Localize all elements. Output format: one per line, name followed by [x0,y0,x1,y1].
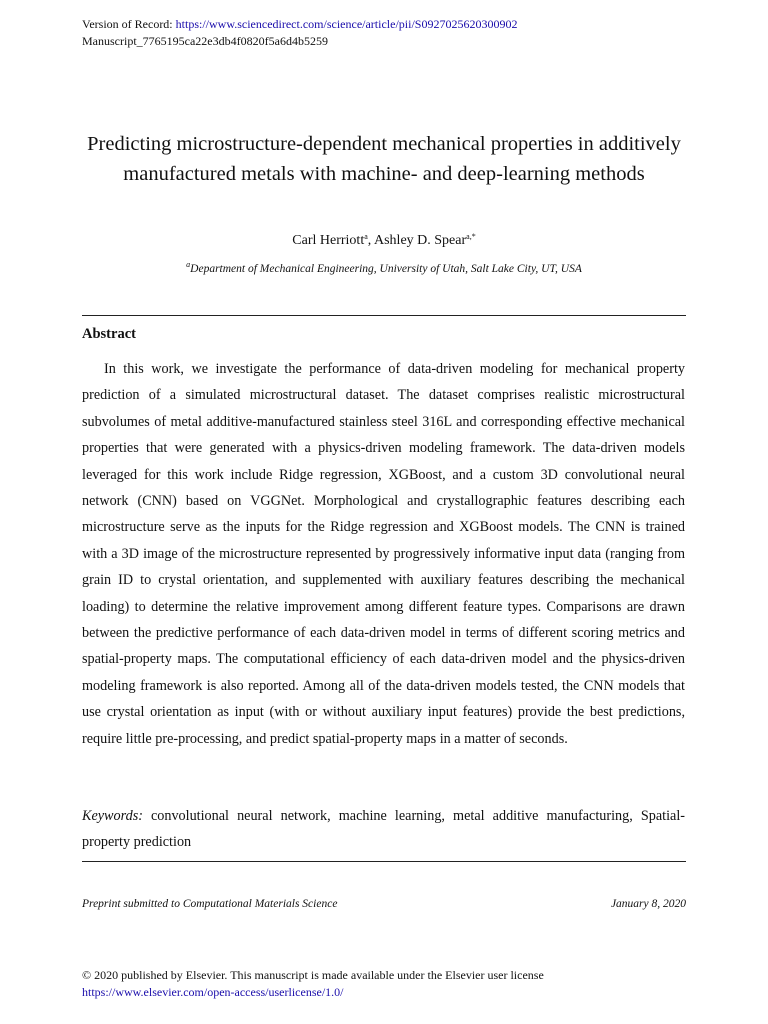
manuscript-id: Manuscript_7765195ca22e3db4f0820f5a6d4b5259 [82,34,328,48]
version-label: Version of Record: [82,17,173,31]
license-link[interactable]: https://www.elsevier.com/open-access/userlicense/1.0/ [82,985,344,999]
author-affiliation-mark: a,* [466,232,476,241]
affiliation-text: Department of Mechanical Engineering, University of Utah, Salt Lake City, UT, USA [190,263,582,275]
affiliation [82,256,686,278]
keywords-text: convolutional neural network, machine learning, metal additive manufacturing, Spatial-property prediction [82,808,685,851]
author-list [82,227,686,251]
version-of-record-line [82,16,517,33]
author-name: Carl Herriott [292,233,365,248]
affiliation-mark: a [186,260,191,269]
keywords-label: Keywords: [82,808,143,824]
author-separator: , [367,233,374,248]
version-of-record-link[interactable]: https://www.sciencedirect.com/science/article/pii/S0927025620300902 [175,17,518,31]
abstract-heading: Abstract [82,326,136,342]
license-text: © 2020 published by Elsevier. This manuscript is made available under the Elsevier user license [82,968,544,982]
paper-title: Predicting microstructure-dependent mechanical properties in additively manufactured metals with machine- and deep-learning methods [87,133,681,185]
preprint-line [82,898,686,910]
keywords [82,803,685,856]
author-affiliation-mark: a [364,232,368,241]
author-name: Ashley D. Spear [374,233,467,248]
abstract-text: In this work, we investigate the performance of data-driven modeling for mechanical property prediction of a simulated microstructural dataset. The dataset comprises realistic microstructural subvolumes of metal additive-manufactured stainless steel 316L and corresponding effective mechanical properties that were generated with a physics-driven modeling framework. The data-driven models leveraged for this work include Ridge regression, XGBoost, and a custom 3D convolutional neural network (CNN) based on VGGNet. Morphological and crystallographic features describing each microstructure serve as the inputs for the Ridge regression and XGBoost models. The CNN is trained with a 3D image of the microstructure represented by progressively informative input data (ranging from grain ID to crystal orientation, and supplemented with auxiliary features describing the mechanical loading) to determine the relative improvement among different feature types. Comparisons are drawn between the predictive performance of each data-driven model in terms of different scoring metrics and spatial-property maps. The computational efficiency of each data-driven model and the physics-driven modeling framework is also reported. Among all of the data-driven models tested, the CNN models that use crystal orientation as input (with or without auxiliary input features) provide the best predictions, require little pre-processing, and predict spatial-property maps in a matter of seconds. [82,361,685,747]
preprint-date: January 8, 2020 [610,898,686,910]
license-footer [82,967,544,1001]
bottom-divider [82,861,686,862]
page-header [82,16,517,50]
preprint-note: Preprint submitted to Computational Materials Science [82,898,338,910]
top-divider [82,315,686,316]
